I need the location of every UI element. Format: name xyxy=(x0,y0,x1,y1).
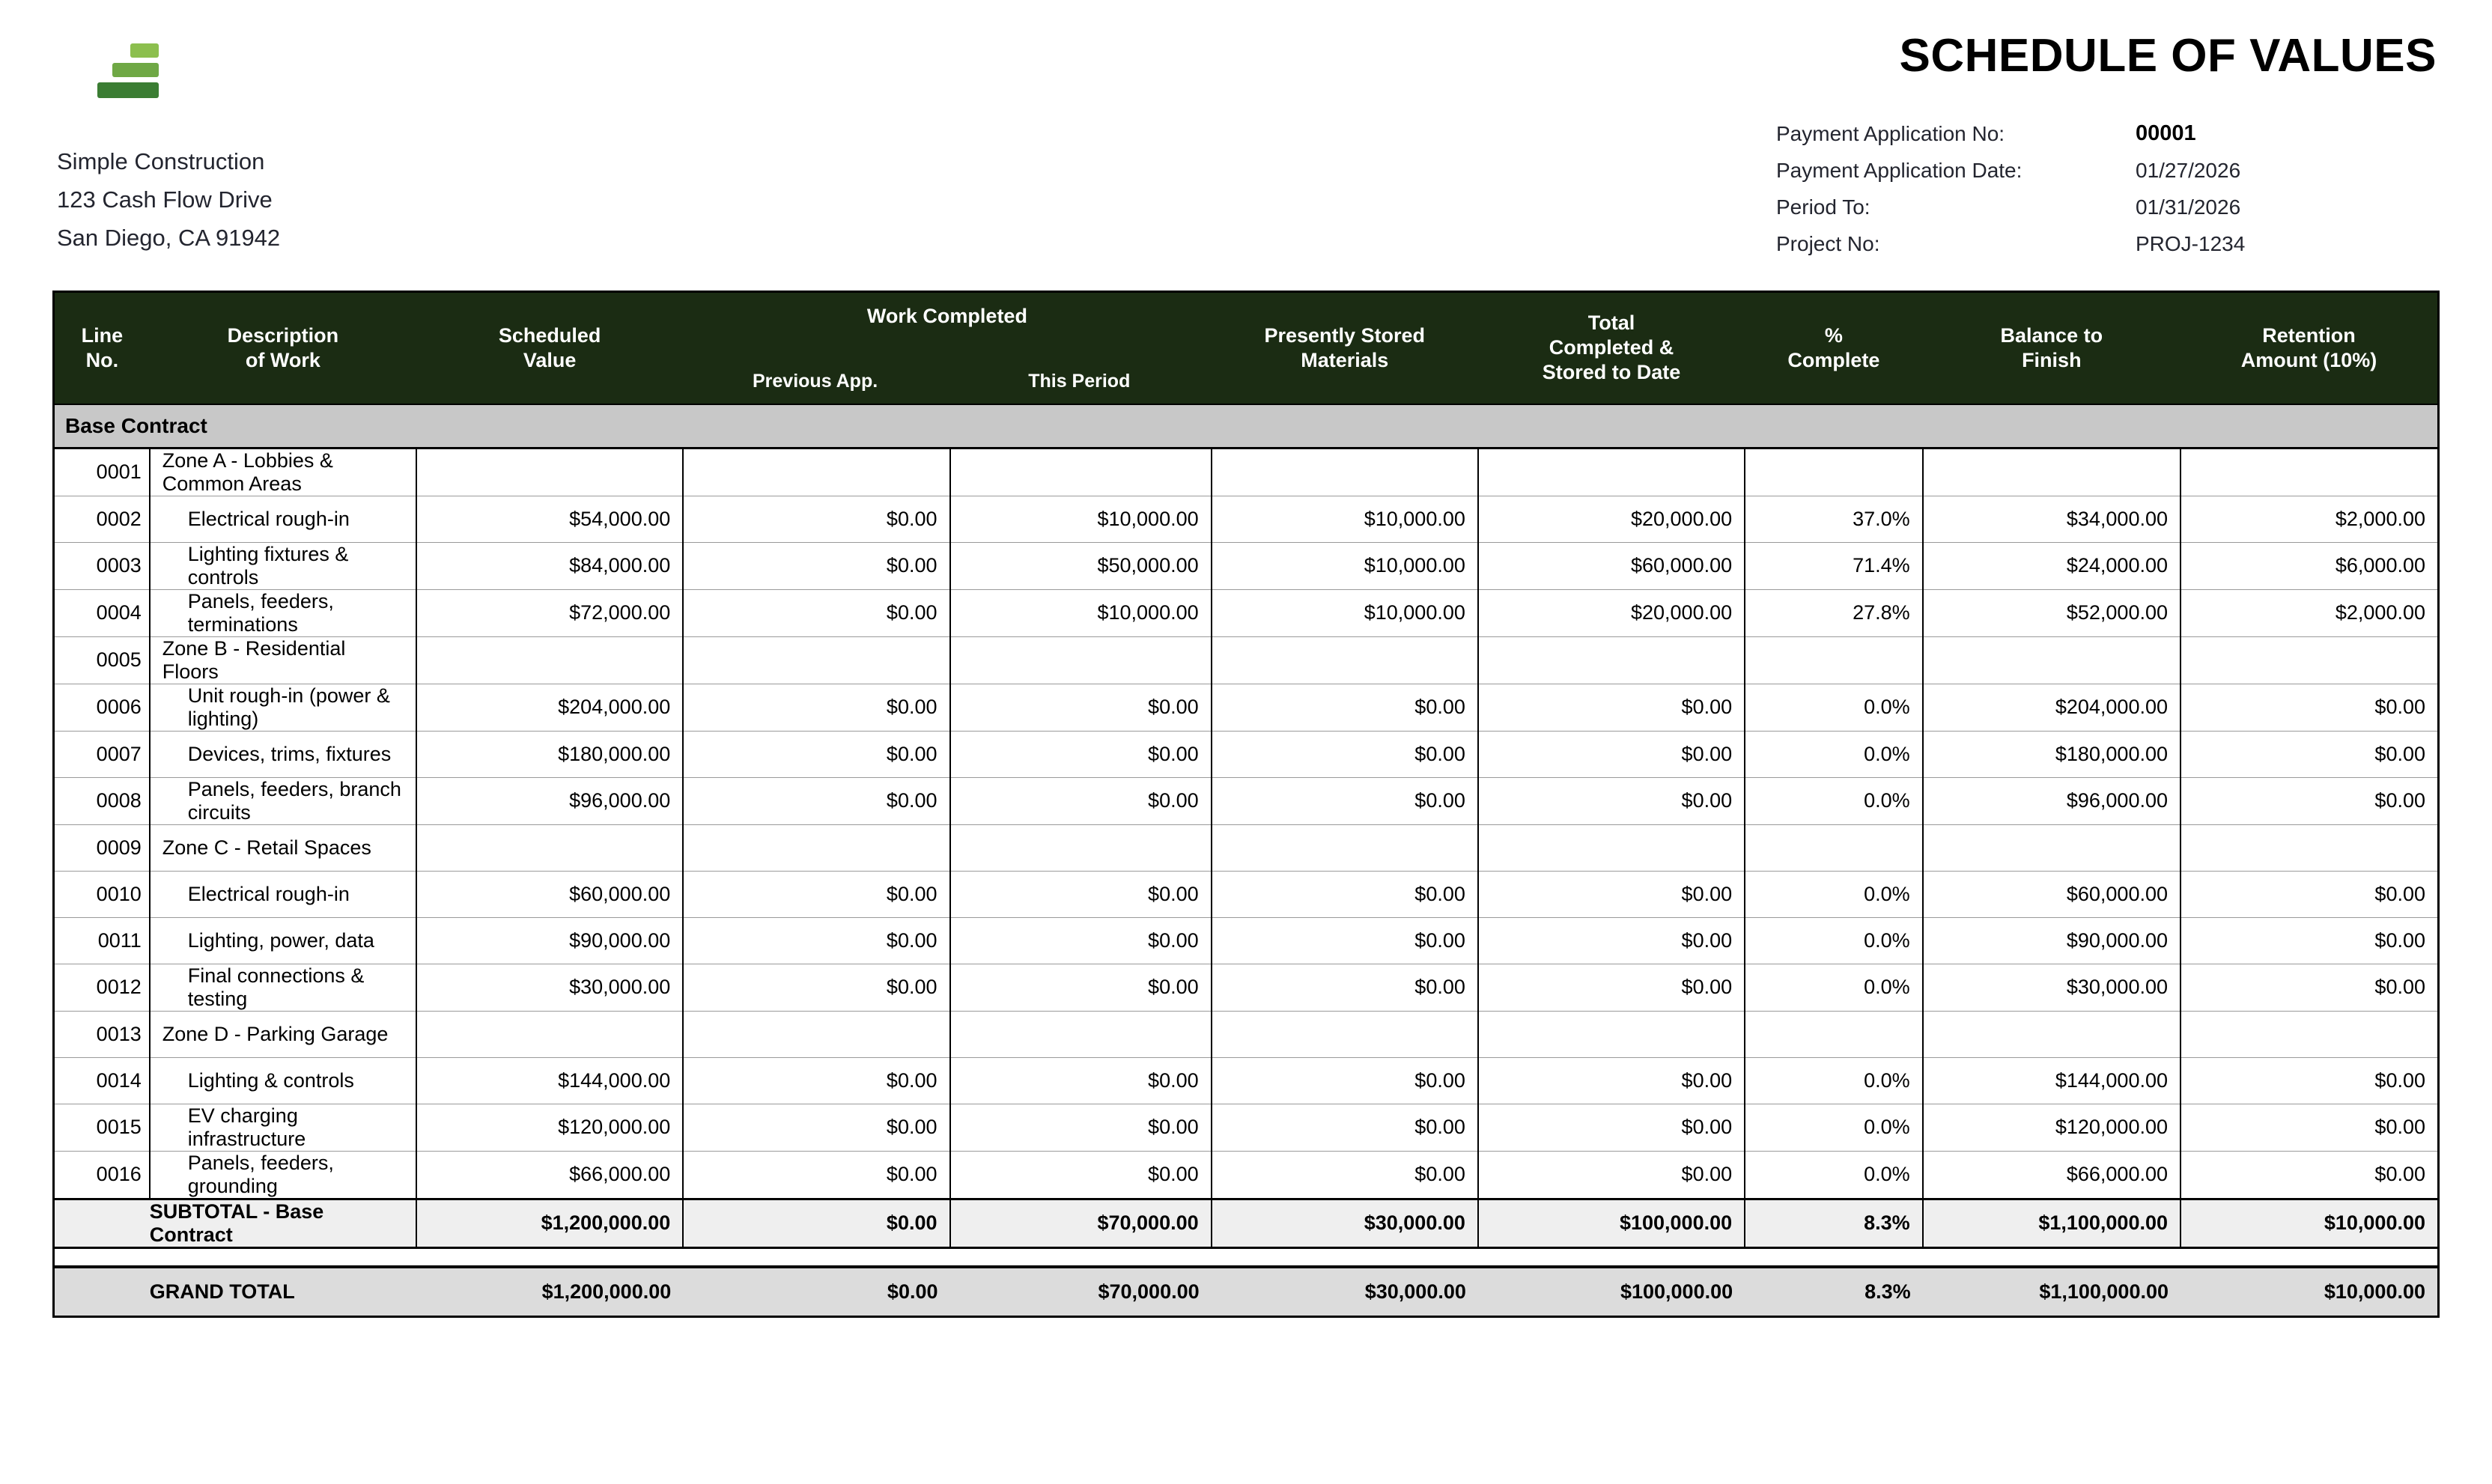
row-description xyxy=(150,589,416,636)
page-title: SCHEDULE OF VALUES xyxy=(1899,30,2437,82)
row-balance-to-finish: $34,000.00 xyxy=(1923,496,2180,542)
row-previous-app: $0.00 xyxy=(683,964,949,1011)
row-total-completed: $60,000.00 xyxy=(1478,542,1745,589)
row-percent-complete: 0.0% xyxy=(1745,777,1923,824)
row-balance-to-finish: $90,000.00 xyxy=(1923,917,2180,964)
row-retention-amount: $0.00 xyxy=(2180,871,2439,917)
meta-value-project-no: PROJ-1234 xyxy=(2136,232,2246,255)
row-this-period xyxy=(950,824,1212,871)
row-line-no: 0009 xyxy=(54,824,150,871)
row-line-no: 0006 xyxy=(54,684,150,731)
column-header-total-completed-stored xyxy=(1478,292,1745,404)
row-retention-amount xyxy=(2180,448,2439,496)
row-previous-app: $0.00 xyxy=(683,777,949,824)
row-percent-complete: 0.0% xyxy=(1745,684,1923,731)
grand-total-presently-stored: $30,000.00 xyxy=(1212,1267,1478,1316)
row-total-completed: $20,000.00 xyxy=(1478,589,1745,636)
row-description-text: Lighting & controls xyxy=(187,1068,354,1092)
meta-value-period-to: 01/31/2026 xyxy=(2136,195,2241,219)
column-header-total-l3: Stored to Date xyxy=(1542,361,1681,384)
row-previous-app xyxy=(683,636,949,684)
header-left-block xyxy=(55,30,1104,257)
row-description-text: Electrical rough-in xyxy=(187,882,350,905)
column-header-this-period: This Period xyxy=(1028,370,1131,392)
column-header-total-l2: Completed & xyxy=(1549,336,1674,359)
meta-row-application-no xyxy=(1776,115,2435,152)
table-row[interactable] xyxy=(54,636,2439,684)
row-description-text: Panels, feeders, grounding xyxy=(187,1151,334,1197)
column-header-description-l1: Description xyxy=(227,323,339,347)
row-line-no: 0002 xyxy=(54,496,150,542)
header-right-block xyxy=(1463,30,2437,262)
row-presently-stored: $10,000.00 xyxy=(1212,496,1478,542)
row-retention-amount: $0.00 xyxy=(2180,1057,2439,1104)
column-header-percent-l1: % xyxy=(1824,323,1843,347)
row-description-text: Unit rough-in (power & lighting) xyxy=(187,684,390,730)
row-total-completed: $0.00 xyxy=(1478,917,1745,964)
row-description xyxy=(150,777,416,824)
row-scheduled-value: $144,000.00 xyxy=(416,1057,683,1104)
row-scheduled-value xyxy=(416,448,683,496)
subtotal-row xyxy=(54,1199,2439,1247)
schedule-of-values-table xyxy=(52,291,2440,1318)
footer-spacer-row xyxy=(54,1247,2439,1267)
row-this-period: $0.00 xyxy=(950,1104,1212,1151)
row-previous-app: $0.00 xyxy=(683,542,949,589)
row-percent-complete: 0.0% xyxy=(1745,1104,1923,1151)
row-balance-to-finish: $120,000.00 xyxy=(1923,1104,2180,1151)
row-line-no: 0001 xyxy=(54,448,150,496)
meta-row-application-date xyxy=(1776,152,2435,189)
row-balance-to-finish: $180,000.00 xyxy=(1923,731,2180,777)
row-retention-amount: $6,000.00 xyxy=(2180,542,2439,589)
row-line-no: 0014 xyxy=(54,1057,150,1104)
row-percent-complete: 71.4% xyxy=(1745,542,1923,589)
table-row[interactable] xyxy=(54,777,2439,824)
table-row[interactable] xyxy=(54,824,2439,871)
row-retention-amount: $0.00 xyxy=(2180,1104,2439,1151)
subtotal-presently-stored: $30,000.00 xyxy=(1212,1199,1478,1247)
payment-application-meta xyxy=(1776,115,2435,262)
row-percent-complete: 0.0% xyxy=(1745,731,1923,777)
row-total-completed: $0.00 xyxy=(1478,871,1745,917)
row-retention-amount: $0.00 xyxy=(2180,1151,2439,1199)
table-row[interactable] xyxy=(54,496,2439,542)
row-previous-app: $0.00 xyxy=(683,731,949,777)
row-description-text: Panels, feeders, terminations xyxy=(187,589,334,636)
table-body xyxy=(54,404,2439,1199)
row-presently-stored: $0.00 xyxy=(1212,964,1478,1011)
company-address-block xyxy=(57,142,1104,257)
grand-total-previous-app: $0.00 xyxy=(683,1267,949,1316)
row-description xyxy=(150,542,416,589)
column-header-work-completed: Work Completed xyxy=(866,304,1027,327)
row-line-no: 0003 xyxy=(54,542,150,589)
row-balance-to-finish: $30,000.00 xyxy=(1923,964,2180,1011)
table-row[interactable] xyxy=(54,1151,2439,1199)
row-scheduled-value: $72,000.00 xyxy=(416,589,683,636)
column-header-line-no xyxy=(54,292,150,404)
table-row[interactable] xyxy=(54,964,2439,1011)
row-line-no: 0015 xyxy=(54,1104,150,1151)
row-retention-amount xyxy=(2180,824,2439,871)
footer-spacer-cell xyxy=(54,1247,2439,1267)
subtotal-label: SUBTOTAL - Base Contract xyxy=(150,1199,416,1247)
row-this-period: $10,000.00 xyxy=(950,496,1212,542)
row-balance-to-finish xyxy=(1923,1011,2180,1057)
column-header-balance-to-finish xyxy=(1923,292,2180,404)
column-header-description-l2: of Work xyxy=(245,348,320,371)
row-presently-stored xyxy=(1212,824,1478,871)
subtotal-line-cell xyxy=(54,1199,150,1247)
row-line-no: 0016 xyxy=(54,1151,150,1199)
row-description-text: Panels, feeders, branch circuits xyxy=(187,777,401,824)
section-header-label: Base Contract xyxy=(54,404,2439,448)
row-previous-app: $0.00 xyxy=(683,496,949,542)
column-header-retention-l1: Retention xyxy=(2262,323,2356,347)
table-row[interactable] xyxy=(54,448,2439,496)
row-line-no: 0008 xyxy=(54,777,150,824)
row-total-completed: $0.00 xyxy=(1478,777,1745,824)
row-this-period xyxy=(950,1011,1212,1057)
grand-total-total-completed: $100,000.00 xyxy=(1478,1267,1745,1316)
row-previous-app: $0.00 xyxy=(683,1104,949,1151)
row-retention-amount: $0.00 xyxy=(2180,964,2439,1011)
row-scheduled-value: $120,000.00 xyxy=(416,1104,683,1151)
subtotal-total-completed: $100,000.00 xyxy=(1478,1199,1745,1247)
row-scheduled-value: $60,000.00 xyxy=(416,871,683,917)
row-previous-app: $0.00 xyxy=(683,871,949,917)
row-balance-to-finish: $96,000.00 xyxy=(1923,777,2180,824)
row-scheduled-value: $66,000.00 xyxy=(416,1151,683,1199)
row-percent-complete: 27.8% xyxy=(1745,589,1923,636)
row-description xyxy=(150,1104,416,1151)
meta-label-project-no: Project No: xyxy=(1776,232,1880,255)
row-presently-stored: $0.00 xyxy=(1212,1151,1478,1199)
table-row[interactable] xyxy=(54,731,2439,777)
row-scheduled-value: $180,000.00 xyxy=(416,731,683,777)
row-description-text: Zone C - Retail Spaces xyxy=(162,836,371,859)
row-presently-stored: $0.00 xyxy=(1212,684,1478,731)
meta-value-application-date: 01/27/2026 xyxy=(2136,159,2241,182)
row-presently-stored: $10,000.00 xyxy=(1212,589,1478,636)
table-row[interactable] xyxy=(54,1104,2439,1151)
row-this-period: $10,000.00 xyxy=(950,589,1212,636)
row-description xyxy=(150,964,416,1011)
row-presently-stored xyxy=(1212,448,1478,496)
row-description-text: Electrical rough-in xyxy=(187,507,350,530)
row-description-text: Lighting, power, data xyxy=(187,928,374,952)
logo-bar-top xyxy=(130,43,159,58)
row-description xyxy=(150,1057,416,1104)
meta-value-application-no: 00001 xyxy=(2136,121,2196,145)
table-row[interactable] xyxy=(54,684,2439,731)
table-row[interactable] xyxy=(54,542,2439,589)
table-row[interactable] xyxy=(54,871,2439,917)
row-presently-stored: $0.00 xyxy=(1212,731,1478,777)
subtotal-previous-app: $0.00 xyxy=(683,1199,949,1247)
row-scheduled-value: $30,000.00 xyxy=(416,964,683,1011)
meta-row-project-no xyxy=(1776,225,2435,262)
row-this-period: $0.00 xyxy=(950,684,1212,731)
row-percent-complete: 0.0% xyxy=(1745,871,1923,917)
row-presently-stored: $0.00 xyxy=(1212,917,1478,964)
table-row[interactable] xyxy=(54,589,2439,636)
row-total-completed: $0.00 xyxy=(1478,731,1745,777)
row-balance-to-finish: $144,000.00 xyxy=(1923,1057,2180,1104)
column-header-line-no-l1: Line xyxy=(81,323,124,347)
column-header-retention-amount xyxy=(2180,292,2439,404)
row-this-period: $0.00 xyxy=(950,1057,1212,1104)
row-total-completed xyxy=(1478,1011,1745,1057)
column-header-balance-l2: Finish xyxy=(2022,348,2082,371)
row-description-text: Devices, trims, fixtures xyxy=(187,742,392,765)
row-this-period: $0.00 xyxy=(950,871,1212,917)
row-balance-to-finish: $66,000.00 xyxy=(1923,1151,2180,1199)
column-header-presently-stored xyxy=(1212,292,1478,404)
row-this-period: $0.00 xyxy=(950,917,1212,964)
row-presently-stored: $0.00 xyxy=(1212,871,1478,917)
row-line-no: 0004 xyxy=(54,589,150,636)
row-line-no: 0005 xyxy=(54,636,150,684)
column-header-presently-stored-l2: Materials xyxy=(1301,348,1389,371)
grand-total-balance-to-finish: $1,100,000.00 xyxy=(1923,1267,2180,1316)
row-balance-to-finish: $52,000.00 xyxy=(1923,589,2180,636)
row-description xyxy=(150,917,416,964)
meta-label-application-no: Payment Application No: xyxy=(1776,122,2005,145)
row-description xyxy=(150,496,416,542)
column-header-scheduled-value-l1: Scheduled xyxy=(498,323,601,347)
row-this-period: $0.00 xyxy=(950,731,1212,777)
logo-bar-middle xyxy=(112,63,159,77)
column-header-previous-app: Previous App. xyxy=(753,370,878,392)
table-header-row xyxy=(54,292,2439,404)
row-balance-to-finish xyxy=(1923,448,2180,496)
row-description xyxy=(150,684,416,731)
grand-total-scheduled-value: $1,200,000.00 xyxy=(416,1267,683,1316)
row-retention-amount: $0.00 xyxy=(2180,917,2439,964)
row-balance-to-finish: $60,000.00 xyxy=(1923,871,2180,917)
row-description-text: Lighting fixtures & controls xyxy=(187,542,349,589)
grand-total-line-cell xyxy=(54,1267,150,1316)
row-previous-app: $0.00 xyxy=(683,917,949,964)
row-total-completed: $0.00 xyxy=(1478,964,1745,1011)
row-description-text: Zone A - Lobbies & Common Areas xyxy=(162,448,333,495)
row-line-no: 0010 xyxy=(54,871,150,917)
section-header-row xyxy=(54,404,2439,448)
table-header xyxy=(54,292,2439,404)
row-description xyxy=(150,824,416,871)
row-previous-app xyxy=(683,1011,949,1057)
company-logo-icon xyxy=(76,43,159,103)
row-line-no: 0011 xyxy=(54,917,150,964)
row-retention-amount xyxy=(2180,636,2439,684)
row-presently-stored: $0.00 xyxy=(1212,1104,1478,1151)
table-footer xyxy=(54,1199,2439,1316)
row-retention-amount: $0.00 xyxy=(2180,777,2439,824)
grand-total-this-period: $70,000.00 xyxy=(950,1267,1212,1316)
row-scheduled-value xyxy=(416,1011,683,1057)
row-percent-complete xyxy=(1745,448,1923,496)
row-previous-app xyxy=(683,824,949,871)
subtotal-scheduled-value: $1,200,000.00 xyxy=(416,1199,683,1247)
company-name: Simple Construction xyxy=(57,148,265,174)
row-line-no: 0013 xyxy=(54,1011,150,1057)
table-row[interactable] xyxy=(54,1057,2439,1104)
grand-total-row xyxy=(54,1267,2439,1316)
row-percent-complete: 0.0% xyxy=(1745,1151,1923,1199)
column-header-total-l1: Total xyxy=(1587,311,1635,335)
column-header-work-completed-group xyxy=(683,292,1211,404)
row-scheduled-value: $90,000.00 xyxy=(416,917,683,964)
column-header-percent-complete xyxy=(1745,292,1923,404)
row-retention-amount: $2,000.00 xyxy=(2180,589,2439,636)
row-total-completed: $0.00 xyxy=(1478,1151,1745,1199)
row-percent-complete: 0.0% xyxy=(1745,917,1923,964)
row-percent-complete: 0.0% xyxy=(1745,1057,1923,1104)
row-scheduled-value xyxy=(416,824,683,871)
row-previous-app: $0.00 xyxy=(683,684,949,731)
row-description xyxy=(150,1151,416,1199)
table-row[interactable] xyxy=(54,1011,2439,1057)
row-total-completed xyxy=(1478,824,1745,871)
row-percent-complete xyxy=(1745,636,1923,684)
column-header-scheduled-value xyxy=(416,292,683,404)
grand-total-percent-complete: 8.3% xyxy=(1745,1267,1923,1316)
company-address-line1: 123 Cash Flow Drive xyxy=(57,186,273,213)
row-total-completed: $20,000.00 xyxy=(1478,496,1745,542)
row-previous-app: $0.00 xyxy=(683,1057,949,1104)
row-scheduled-value: $54,000.00 xyxy=(416,496,683,542)
row-description-text: Final connections & testing xyxy=(187,964,365,1010)
row-presently-stored: $0.00 xyxy=(1212,777,1478,824)
schedule-of-values-table-wrapper xyxy=(0,291,2492,1318)
row-retention-amount: $2,000.00 xyxy=(2180,496,2439,542)
column-header-scheduled-value-l2: Value xyxy=(523,348,577,371)
row-retention-amount: $0.00 xyxy=(2180,731,2439,777)
row-description xyxy=(150,448,416,496)
row-total-completed: $0.00 xyxy=(1478,1104,1745,1151)
logo-bar-bottom xyxy=(97,82,159,98)
row-percent-complete: 0.0% xyxy=(1745,964,1923,1011)
row-balance-to-finish: $24,000.00 xyxy=(1923,542,2180,589)
row-percent-complete: 37.0% xyxy=(1745,496,1923,542)
grand-total-retention-amount: $10,000.00 xyxy=(2180,1267,2439,1316)
meta-label-period-to: Period To: xyxy=(1776,195,1870,219)
row-description xyxy=(150,1011,416,1057)
row-percent-complete xyxy=(1745,824,1923,871)
row-previous-app: $0.00 xyxy=(683,1151,949,1199)
row-this-period: $0.00 xyxy=(950,1151,1212,1199)
row-total-completed xyxy=(1478,636,1745,684)
row-previous-app xyxy=(683,448,949,496)
document-header xyxy=(0,0,2492,262)
column-header-presently-stored-l1: Presently Stored xyxy=(1264,323,1426,347)
row-presently-stored: $10,000.00 xyxy=(1212,542,1478,589)
row-description xyxy=(150,731,416,777)
subtotal-this-period: $70,000.00 xyxy=(950,1199,1212,1247)
subtotal-retention-amount: $10,000.00 xyxy=(2180,1199,2439,1247)
row-description xyxy=(150,871,416,917)
row-balance-to-finish: $204,000.00 xyxy=(1923,684,2180,731)
grand-total-label: GRAND TOTAL xyxy=(150,1267,416,1316)
row-retention-amount xyxy=(2180,1011,2439,1057)
subtotal-balance-to-finish: $1,100,000.00 xyxy=(1923,1199,2180,1247)
row-previous-app: $0.00 xyxy=(683,589,949,636)
row-scheduled-value: $204,000.00 xyxy=(416,684,683,731)
row-description-text: Zone B - Residential Floors xyxy=(162,636,346,683)
row-description-text: Zone D - Parking Garage xyxy=(162,1022,389,1045)
row-balance-to-finish xyxy=(1923,824,2180,871)
row-this-period xyxy=(950,448,1212,496)
row-line-no: 0012 xyxy=(54,964,150,1011)
row-this-period: $0.00 xyxy=(950,777,1212,824)
column-header-line-no-l2: No. xyxy=(85,348,119,371)
meta-row-period-to xyxy=(1776,189,2435,225)
column-header-percent-l2: Complete xyxy=(1787,348,1880,371)
row-scheduled-value: $84,000.00 xyxy=(416,542,683,589)
row-retention-amount: $0.00 xyxy=(2180,684,2439,731)
row-description-text: EV charging infrastructure xyxy=(187,1104,306,1150)
column-header-description xyxy=(150,292,416,404)
row-total-completed xyxy=(1478,448,1745,496)
meta-label-application-date: Payment Application Date: xyxy=(1776,159,2023,182)
row-total-completed: $0.00 xyxy=(1478,684,1745,731)
row-presently-stored xyxy=(1212,1011,1478,1057)
row-this-period: $0.00 xyxy=(950,964,1212,1011)
row-description xyxy=(150,636,416,684)
row-scheduled-value: $96,000.00 xyxy=(416,777,683,824)
company-address-line2: San Diego, CA 91942 xyxy=(57,225,281,251)
table-row[interactable] xyxy=(54,917,2439,964)
row-total-completed: $0.00 xyxy=(1478,1057,1745,1104)
row-balance-to-finish xyxy=(1923,636,2180,684)
column-header-balance-l1: Balance to xyxy=(2000,323,2103,347)
row-presently-stored: $0.00 xyxy=(1212,1057,1478,1104)
row-presently-stored xyxy=(1212,636,1478,684)
row-this-period: $50,000.00 xyxy=(950,542,1212,589)
column-header-retention-l2: Amount (10%) xyxy=(2240,348,2377,371)
subtotal-percent-complete: 8.3% xyxy=(1745,1199,1923,1247)
row-scheduled-value xyxy=(416,636,683,684)
row-percent-complete xyxy=(1745,1011,1923,1057)
row-line-no: 0007 xyxy=(54,731,150,777)
row-this-period xyxy=(950,636,1212,684)
